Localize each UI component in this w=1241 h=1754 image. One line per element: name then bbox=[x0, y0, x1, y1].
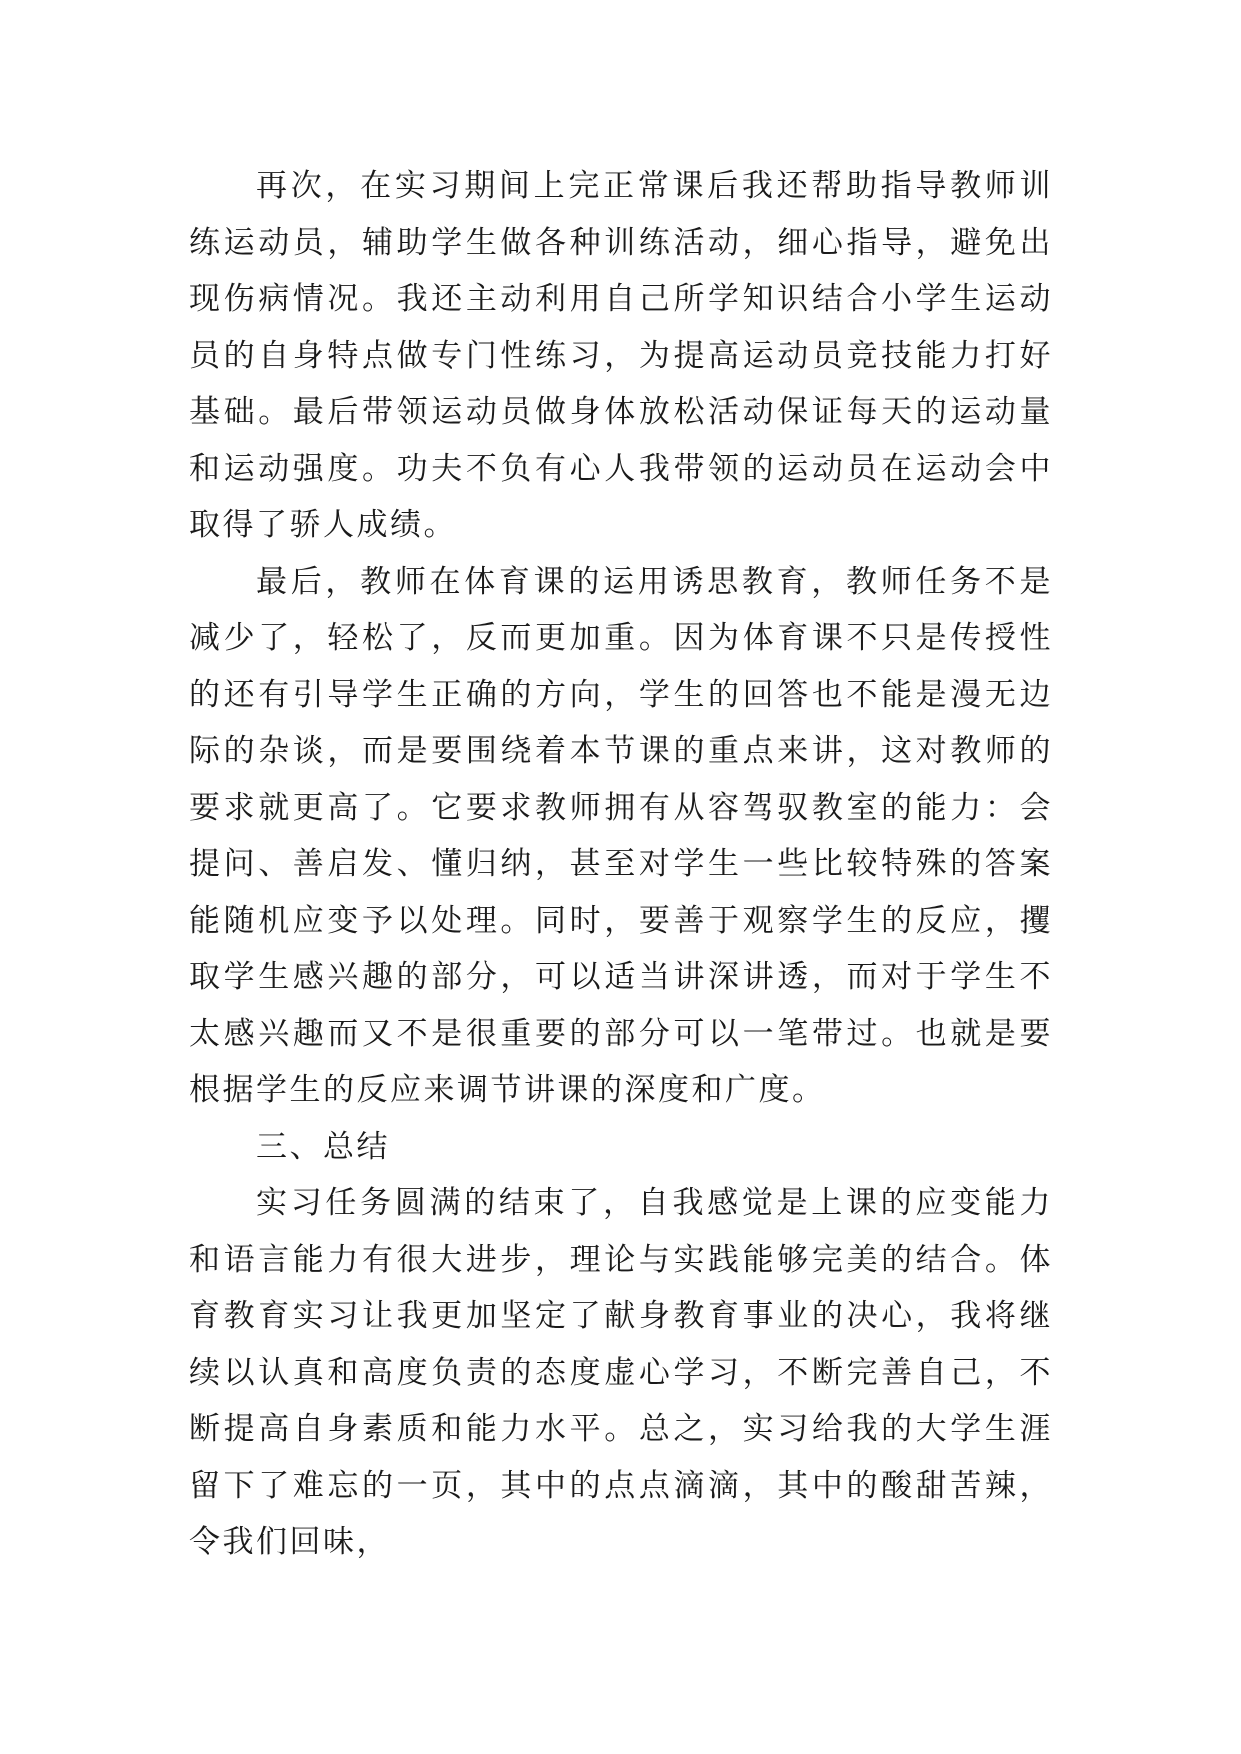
paragraph-teaching: 最后，教师在体育课的运用诱思教育，教师任务不是减少了，轻松了，反而更加重。因为体育课不只是传授性的还有引导学生正确的方向，学生的回答也不能是漫无边际的杂谈，而是要围绕着本节课的重点来讲，这对教师的要求就更高了。它要求教师拥有从容驾驭教室的能力：会提问、善启发、懂归纳，甚至对学生一些比较特殊的答案能随机应变予以处理。同时，要善于观察学生的反应，攫取学生感兴趣的部分，可以适当讲深讲透，而对于学生不太感兴趣而又不是很重要的部分可以一笔带过。也就是要根据学生的反应来调节讲课的深度和广度。 bbox=[189, 563, 1053, 1108]
document-body bbox=[189, 158, 1053, 1571]
section-heading-summary: 三、总结 bbox=[256, 1128, 390, 1165]
paragraph-summary: 实习任务圆满的结束了，自我感觉是上课的应变能力和语言能力有很大进步，理论与实践能够完美的结合。体育教育实习让我更加坚定了献身教育事业的决心，我将继续以认真和高度负责的态度虚心学习，不断完善自己，不断提高自身素质和能力水平。总之，实习给我的大学生涯留下了难忘的一页，其中的点点滴滴，其中的酸甜苦辣，令我们回味， bbox=[189, 1185, 1053, 1560]
paragraph-training: 再次，在实习期间上完正常课后我还帮助指导教师训练运动员，辅助学生做各种训练活动，细心指导，避免出现伤病情况。我还主动利用自己所学知识结合小学生运动员的自身特点做专门性练习，为提高运动员竞技能力打好基础。最后带领运动员做身体放松活动保证每天的运动量和运动强度。功夫不负有心人我带领的运动员在运动会中取得了骄人成绩。 bbox=[189, 168, 1053, 543]
